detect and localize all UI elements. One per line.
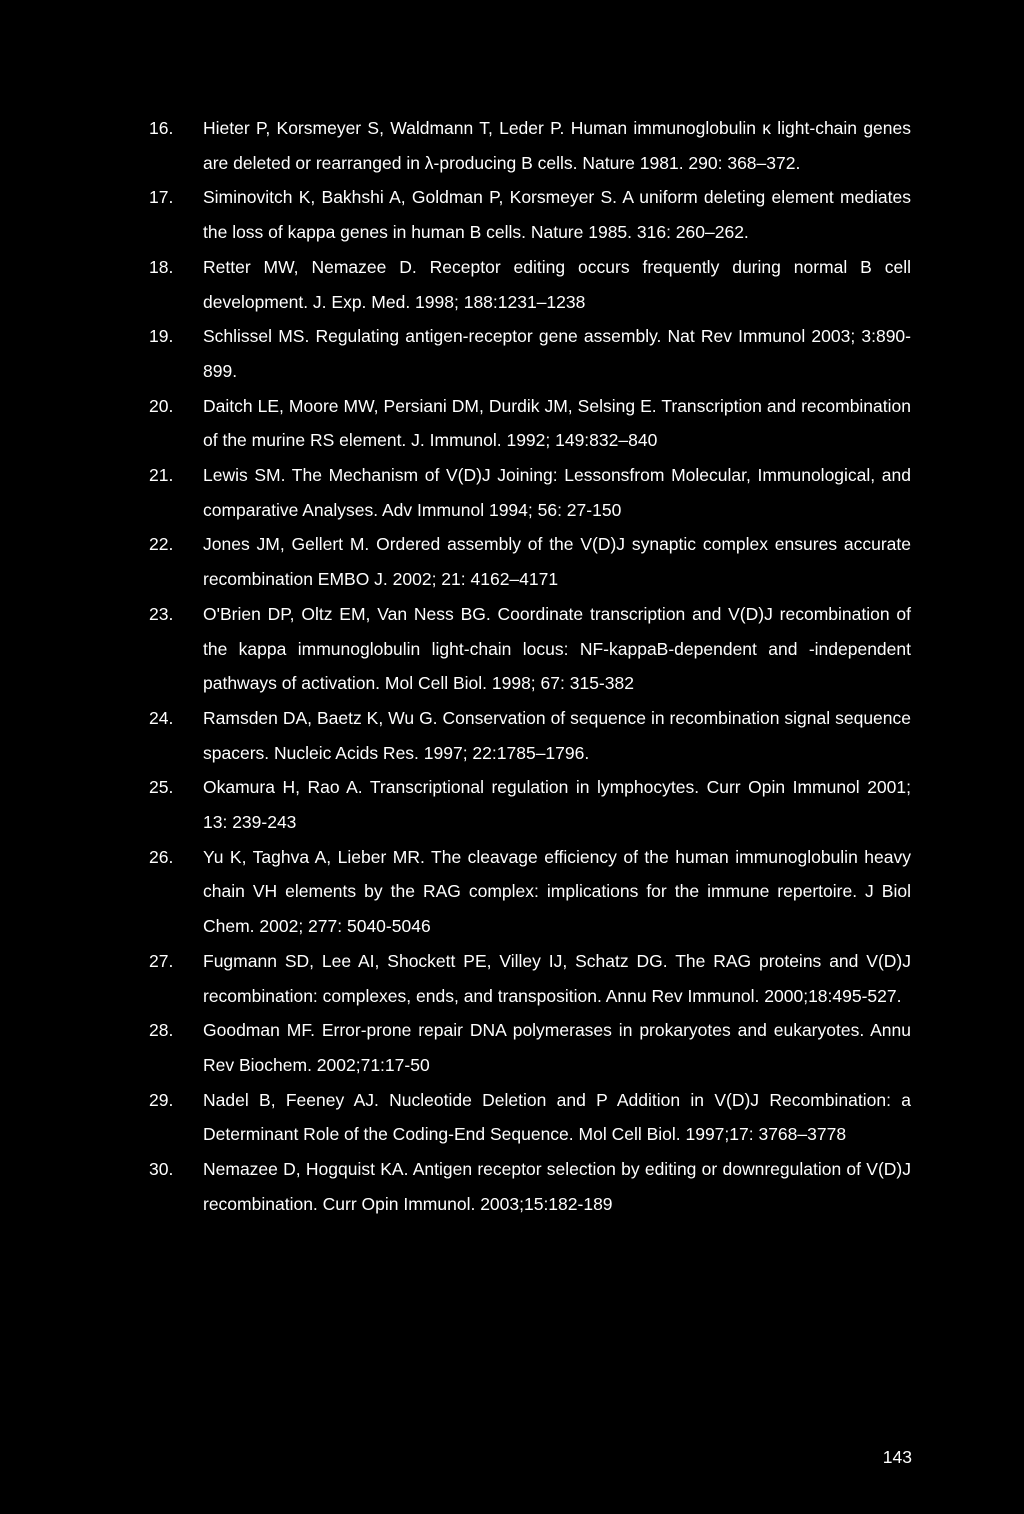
reference-text: Retter MW, Nemazee D. Receptor editing occurs frequently during normal B cell development. J. Exp. Med. 1998; 188:1231–1238 (203, 256, 911, 312)
reference-text: Yu K, Taghva A, Lieber MR. The cleavage efficiency of the human immunoglobulin heavy chain VH elements by the RAG complex: implications for the immune repertoire. J Biol Chem. 2002; 277: 5040-5046 (203, 846, 911, 937)
reference-number: 27. (149, 950, 174, 971)
reference-item (149, 389, 911, 458)
reference-item (149, 250, 911, 319)
reference-item (149, 840, 911, 944)
reference-text: Jones JM, Gellert M. Ordered assembly of the V(D)J synaptic complex ensures accurate recombination EMBO J. 2002; 21: 4162–4171 (203, 534, 911, 590)
reference-text: Schlissel MS. Regulating antigen-receptor gene assembly. Nat Rev Immunol 2003; 3:890-899. (203, 326, 911, 381)
reference-text: Goodman MF. Error-prone repair DNA polymerases in prokaryotes and eukaryotes. Annu Rev Biochem. 2002;71:17-50 (203, 1020, 911, 1075)
reference-number: 30. (149, 1159, 174, 1180)
page-number: 143 (882, 1447, 912, 1467)
reference-text: Nemazee D, Hogquist KA. Antigen receptor selection by editing or downregulation of V(D)J recombination. Curr Opin Immunol. 2003;15:182-189 (203, 1159, 911, 1214)
reference-item (149, 1013, 911, 1082)
reference-item (149, 458, 911, 527)
reference-number: 16. (149, 118, 174, 138)
reference-number: 26. (149, 846, 174, 867)
reference-text: Hieter P, Korsmeyer S, Waldmann T, Leder P. Human immunoglobulin κ light-chain genes are deleted or rearranged in λ-producing B cells. Nature 1981. 290: 368–372. (203, 118, 911, 173)
reference-number: 18. (149, 256, 174, 277)
reference-text: Fugmann SD, Lee AI, Shockett PE, Villey IJ, Schatz DG. The RAG proteins and V(D)J recombination: complexes, ends, and transposition. Annu Rev Immunol. 2000;18:495-527. (203, 950, 911, 1006)
reference-list (149, 111, 911, 1222)
reference-item (149, 701, 911, 770)
reference-text: Daitch LE, Moore MW, Persiani DM, Durdik JM, Selsing E. Transcription and recombination of the murine RS element. J. Immunol. 1992; 149:832–840 (203, 395, 911, 451)
reference-number: 29. (149, 1089, 174, 1110)
reference-number: 23. (149, 603, 174, 624)
reference-number: 20. (149, 395, 174, 416)
reference-text: O'Brien DP, Oltz EM, Van Ness BG. Coordinate transcription and V(D)J recombination of the kappa immunoglobulin light-chain locus: NF-kappaB-dependent and -independent pathways of activation. Mol Cell Biol. 1998; 67: 315-382 (203, 603, 911, 694)
reference-text: Nadel B, Feeney AJ. Nucleotide Deletion and P Addition in V(D)J Recombination: a Determinant Role of the Coding-End Sequence. Mol Cell Biol. 1997;17: 3768–3778 (203, 1089, 911, 1145)
reference-number: 22. (149, 534, 174, 555)
reference-item (149, 597, 911, 701)
reference-item (149, 1152, 911, 1221)
reference-number: 24. (149, 707, 174, 728)
reference-text: Siminovitch K, Bakhshi A, Goldman P, Korsmeyer S. A uniform deleting element mediates the loss of kappa genes in human B cells. Nature 1985. 316: 260–262. (203, 187, 911, 243)
reference-item (149, 527, 911, 596)
reference-item (149, 1083, 911, 1152)
reference-number: 17. (149, 187, 174, 208)
reference-number: 21. (149, 465, 174, 486)
reference-item (149, 319, 911, 388)
reference-text: Ramsden DA, Baetz K, Wu G. Conservation of sequence in recombination signal sequence spacers. Nucleic Acids Res. 1997; 22:1785–1796. (203, 707, 911, 763)
reference-number: 19. (149, 326, 174, 347)
reference-item (149, 770, 911, 839)
reference-item (149, 944, 911, 1013)
reference-number: 28. (149, 1020, 174, 1041)
reference-item (149, 111, 911, 180)
reference-item (149, 180, 911, 249)
reference-text: Okamura H, Rao A. Transcriptional regulation in lymphocytes. Curr Opin Immunol 2001; 13: 239-243 (203, 777, 911, 833)
reference-text: Lewis SM. The Mechanism of V(D)J Joining: Lessonsfrom Molecular, Immunological, and comparative Analyses. Adv Immunol 1994; 56: 27-150 (203, 465, 911, 520)
reference-number: 25. (149, 777, 174, 798)
